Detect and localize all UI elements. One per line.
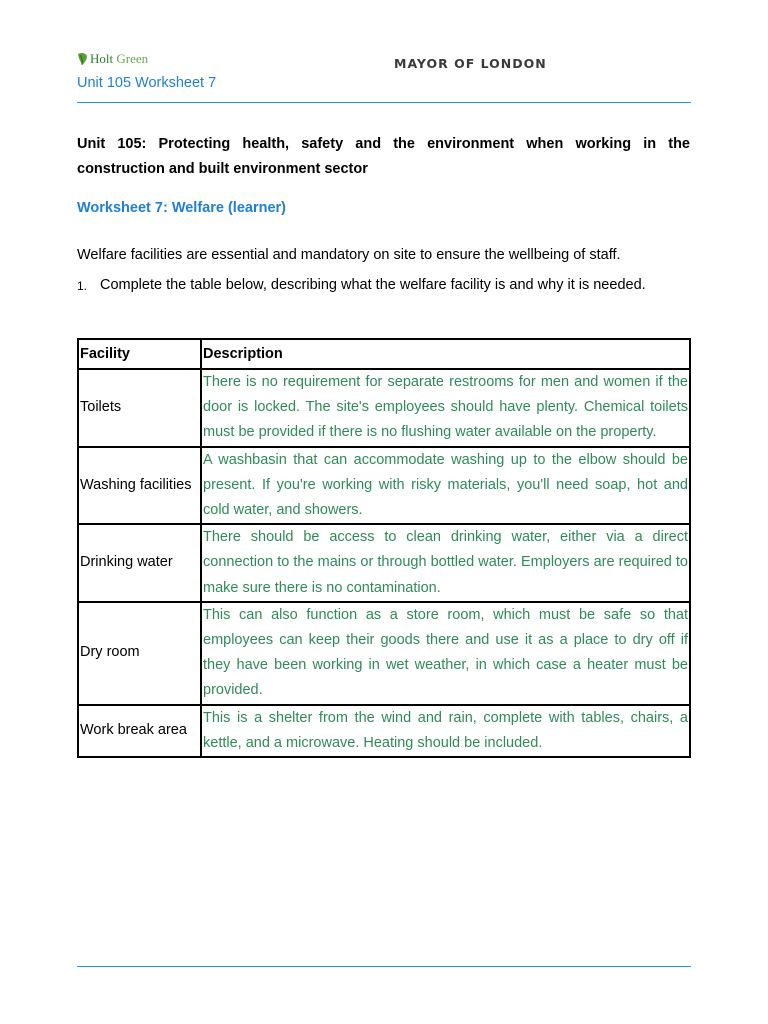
table-row bbox=[78, 602, 690, 705]
intro-text: Welfare facilities are essential and mandatory on site to ensure the wellbeing of staff. bbox=[77, 247, 621, 263]
header-rule bbox=[77, 102, 691, 103]
description-cell: This is a shelter from the wind and rain, complete with tables, chairs, a kettle, and a microwave. Heating should be included. bbox=[201, 705, 690, 757]
description-cell: A washbasin that can accommodate washing up to the elbow should be present. If you're working with risky materials, you'll need soap, hot and cold water, and showers. bbox=[201, 447, 690, 525]
header-title: Unit 105 Worksheet 7 bbox=[77, 75, 217, 91]
unit-title: Unit 105: Protecting health, safety and the environment when working in the construction and built environment sector bbox=[77, 136, 690, 177]
table-row bbox=[78, 369, 690, 447]
facility-cell: Washing facilities bbox=[78, 447, 201, 525]
table-row bbox=[78, 705, 690, 757]
facility-cell: Drinking water bbox=[78, 524, 201, 602]
question-number: 1. bbox=[77, 279, 88, 293]
description-cell: There is no requirement for separate restrooms for men and women if the door is locked. The site's employees should have plenty. Chemical toilets must be provided if there is no flushing water available on the property. bbox=[201, 369, 690, 447]
mayor-of-london-logo: MAYOR OF LONDON bbox=[394, 56, 547, 71]
welfare-table bbox=[77, 338, 691, 758]
facility-cell: Dry room bbox=[78, 602, 201, 705]
facility-cell: Work break area bbox=[78, 705, 201, 757]
holt-green-logo bbox=[77, 51, 148, 67]
footer-rule bbox=[77, 966, 691, 967]
table-row bbox=[78, 447, 690, 525]
worksheet-title: Worksheet 7: Welfare (learner) bbox=[77, 200, 286, 216]
facility-cell: Toilets bbox=[78, 369, 201, 447]
logo-text bbox=[90, 51, 148, 67]
question-1 bbox=[77, 277, 646, 293]
table-row bbox=[78, 524, 690, 602]
description-cell: There should be access to clean drinking water, either via a direct connection to the mains or through bottled water. Employers are required to make sure there is no contamination. bbox=[201, 524, 690, 602]
description-cell: This can also function as a store room, which must be safe so that employees can keep their goods there and use it as a place to dry off if they have been working in wet weather, in which case a heater must be provided. bbox=[201, 602, 690, 705]
header-description: Description bbox=[201, 339, 690, 369]
question-text: Complete the table below, describing what the welfare facility is and why it is needed. bbox=[100, 277, 646, 293]
header-facility: Facility bbox=[78, 339, 201, 369]
table-header-row bbox=[78, 339, 690, 369]
logo-text-green: Green bbox=[116, 51, 149, 66]
leaf-icon bbox=[77, 52, 88, 66]
logo-text-holt: Holt bbox=[90, 51, 114, 66]
